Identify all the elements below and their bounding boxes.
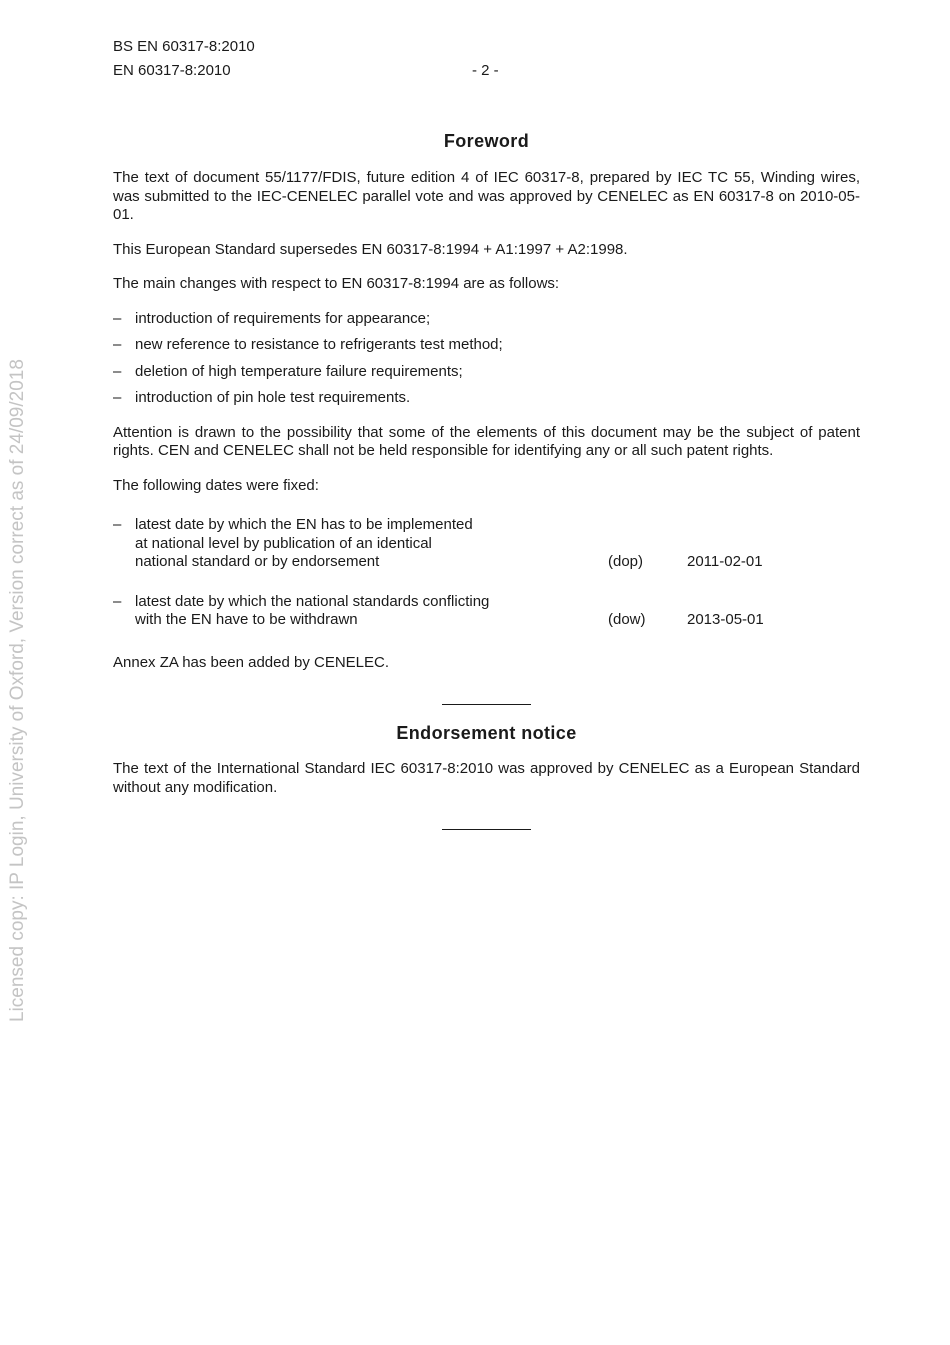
document-body xyxy=(113,130,860,830)
foreword-paragraph-1: The text of document 55/1177/FDIS, future edition 4 of IEC 60317-8, prepared by IEC TC 55, Winding wires, was submitted to the IEC-CENELEC parallel vote and was approved by CENELEC as EN 60317-8 on 2010-05-01. xyxy=(113,169,860,223)
header-en-designation: EN 60317-8:2010 xyxy=(113,62,231,79)
date-code: (dow) xyxy=(608,611,646,628)
list-item-text: new reference to resistance to refrigerants test method; xyxy=(135,336,503,353)
date-row-dop xyxy=(113,516,860,572)
endorsement-paragraph: The text of the International Standard IEC 60317-8:2010 was approved by CENELEC as a European Standard without any modification. xyxy=(113,760,860,796)
list-item-text: deletion of high temperature failure requirements; xyxy=(135,362,463,380)
date-row-label-line: at national level by publication of an identical xyxy=(135,534,432,552)
date-row-label-line: national standard or by endorsement xyxy=(135,553,380,570)
date-row-label-line: latest date by which the national standards conflicting xyxy=(135,592,490,610)
date-row-dow xyxy=(113,593,860,630)
list-item-text: introduction of requirements for appearance; xyxy=(135,309,431,327)
list-item xyxy=(113,363,860,382)
changes-list xyxy=(113,310,860,408)
header-bs-designation: BS EN 60317-8:2010 xyxy=(113,38,255,55)
date-value: 2013-05-01 xyxy=(687,611,764,628)
list-item xyxy=(113,310,860,329)
date-row-label-line: with the EN have to be withdrawn xyxy=(135,611,358,628)
dash-bullet: – xyxy=(113,362,122,380)
list-item-text: introduction of pin hole test requirements. xyxy=(135,389,411,406)
foreword-title: Foreword xyxy=(443,131,530,151)
list-item xyxy=(113,389,860,408)
section-divider xyxy=(442,829,531,830)
dash-bullet: – xyxy=(113,592,122,610)
foreword-paragraph-6: Annex ZA has been added by CENELEC. xyxy=(113,653,390,671)
date-code: (dop) xyxy=(608,553,644,570)
date-row-label-line: latest date by which the EN has to be implemented xyxy=(135,516,473,533)
date-row-label xyxy=(113,593,525,630)
date-value: 2011-02-01 xyxy=(687,553,763,570)
dash-bullet: – xyxy=(113,336,122,353)
foreword-paragraph-2: This European Standard supersedes EN 60317-8:1994 + A1:1997 + A2:1998. xyxy=(113,240,628,258)
foreword-paragraph-4: Attention is drawn to the possibility that some of the elements of this document may be the subject of patent rights. CEN and CENELEC shall not be held responsible for identifying any or all such patent rights. xyxy=(113,423,860,459)
foreword-paragraph-5: The following dates were fixed: xyxy=(113,476,319,494)
dash-bullet: – xyxy=(113,516,122,533)
date-row-label xyxy=(113,516,525,572)
page-number: - 2 - xyxy=(472,62,499,79)
dash-bullet: – xyxy=(113,389,122,406)
section-divider xyxy=(442,704,531,705)
list-item xyxy=(113,336,860,355)
endorsement-title: Endorsement notice xyxy=(396,723,577,743)
foreword-paragraph-3: The main changes with respect to EN 60317-8:1994 are as follows: xyxy=(113,275,560,292)
dash-bullet: – xyxy=(113,309,122,327)
license-watermark: Licensed copy: IP Login, University of Oxford, Version correct as of 24/09/2018 xyxy=(7,359,28,1022)
